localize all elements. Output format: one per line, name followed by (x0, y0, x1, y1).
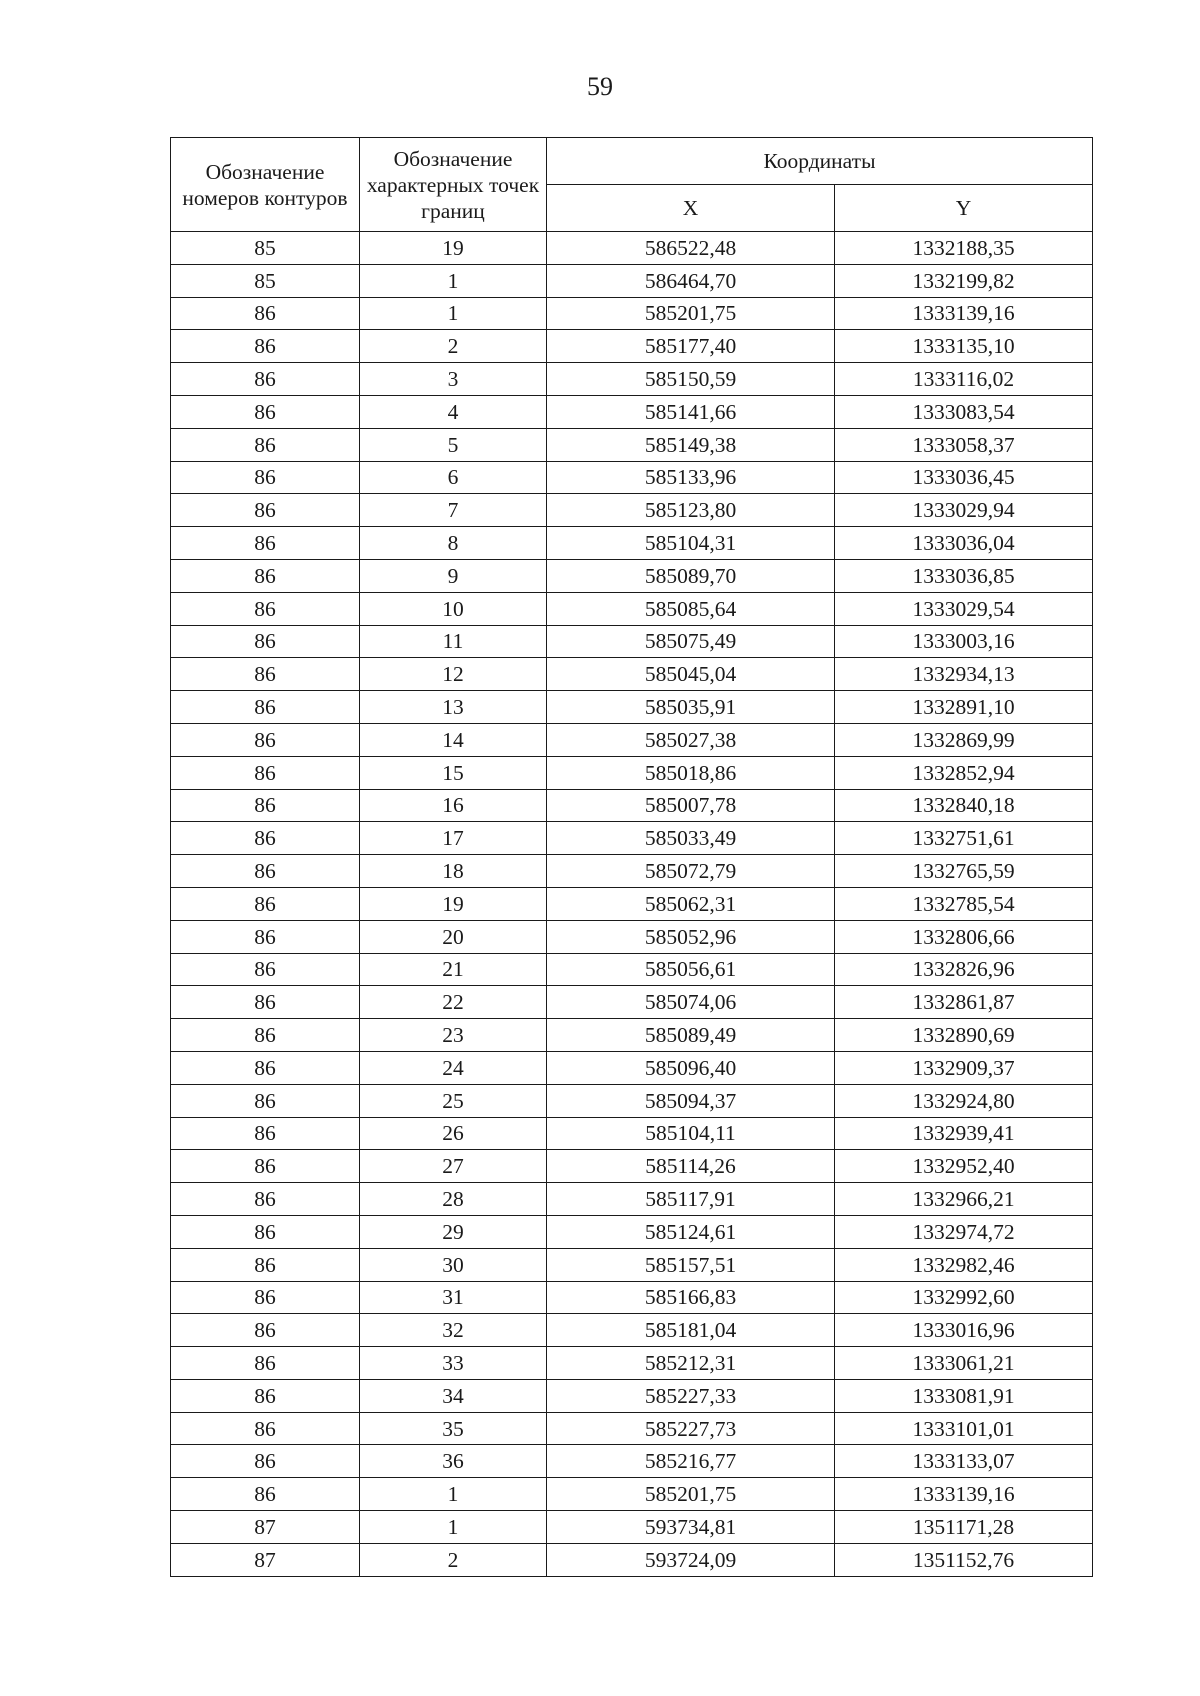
y-cell: 1333029,94 (835, 494, 1093, 527)
point-cell: 16 (360, 789, 547, 822)
y-cell: 1332861,87 (835, 986, 1093, 1019)
x-cell: 585212,31 (547, 1347, 835, 1380)
point-cell: 25 (360, 1084, 547, 1117)
point-cell: 31 (360, 1281, 547, 1314)
y-cell: 1332826,96 (835, 953, 1093, 986)
table-row (171, 723, 1093, 756)
x-cell: 585150,59 (547, 363, 835, 396)
point-cell: 33 (360, 1347, 547, 1380)
point-cell: 24 (360, 1051, 547, 1084)
table-row (171, 232, 1093, 265)
point-cell: 6 (360, 461, 547, 494)
point-cell: 27 (360, 1150, 547, 1183)
point-cell: 1 (360, 1511, 547, 1544)
x-cell: 585075,49 (547, 625, 835, 658)
point-cell: 34 (360, 1379, 547, 1412)
y-cell: 1332891,10 (835, 691, 1093, 724)
x-cell: 593724,09 (547, 1543, 835, 1576)
x-cell: 585177,40 (547, 330, 835, 363)
point-cell: 22 (360, 986, 547, 1019)
y-cell: 1333036,85 (835, 559, 1093, 592)
point-cell: 2 (360, 1543, 547, 1576)
header-contour (171, 138, 360, 232)
table-row (171, 1084, 1093, 1117)
table-row (171, 494, 1093, 527)
point-cell: 8 (360, 527, 547, 560)
y-cell: 1332974,72 (835, 1215, 1093, 1248)
y-cell: 1332924,80 (835, 1084, 1093, 1117)
y-cell: 1332966,21 (835, 1183, 1093, 1216)
y-cell: 1332909,37 (835, 1051, 1093, 1084)
x-cell: 585123,80 (547, 494, 835, 527)
contour-cell: 86 (171, 363, 360, 396)
contour-cell: 86 (171, 625, 360, 658)
y-cell: 1333101,01 (835, 1412, 1093, 1445)
table-row (171, 855, 1093, 888)
y-cell: 1333083,54 (835, 395, 1093, 428)
x-cell: 585216,77 (547, 1445, 835, 1478)
contour-cell: 86 (171, 461, 360, 494)
contour-cell: 86 (171, 1183, 360, 1216)
y-cell: 1332934,13 (835, 658, 1093, 691)
header-contour-label: Обозначение номеров контуров (182, 159, 348, 210)
y-cell: 1332785,54 (835, 887, 1093, 920)
table-row (171, 920, 1093, 953)
coordinates-table (170, 137, 1093, 1577)
table-row (171, 428, 1093, 461)
x-cell: 585072,79 (547, 855, 835, 888)
table-row (171, 1150, 1093, 1183)
table-row (171, 1511, 1093, 1544)
y-cell: 1333061,21 (835, 1347, 1093, 1380)
contour-cell: 86 (171, 1379, 360, 1412)
contour-cell: 86 (171, 395, 360, 428)
point-cell: 19 (360, 887, 547, 920)
header-coordinates: Координаты (547, 138, 1093, 185)
y-cell: 1332952,40 (835, 1150, 1093, 1183)
contour-cell: 86 (171, 1019, 360, 1052)
point-cell: 15 (360, 756, 547, 789)
y-cell: 1351171,28 (835, 1511, 1093, 1544)
x-cell: 585114,26 (547, 1150, 835, 1183)
x-cell: 585062,31 (547, 887, 835, 920)
table-row (171, 691, 1093, 724)
contour-cell: 86 (171, 559, 360, 592)
y-cell: 1333029,54 (835, 592, 1093, 625)
contour-cell: 86 (171, 1412, 360, 1445)
table-row (171, 1248, 1093, 1281)
x-cell: 585227,73 (547, 1412, 835, 1445)
x-cell: 585035,91 (547, 691, 835, 724)
y-cell: 1351152,76 (835, 1543, 1093, 1576)
table-row (171, 756, 1093, 789)
x-cell: 585166,83 (547, 1281, 835, 1314)
y-cell: 1332992,60 (835, 1281, 1093, 1314)
table-row (171, 1051, 1093, 1084)
y-cell: 1333036,45 (835, 461, 1093, 494)
table-row (171, 1379, 1093, 1412)
table-row (171, 986, 1093, 1019)
y-cell: 1332806,66 (835, 920, 1093, 953)
table-row (171, 1117, 1093, 1150)
table-row (171, 527, 1093, 560)
header-points-label: Обозначение характерных точек границ (366, 146, 540, 223)
contour-cell: 86 (171, 756, 360, 789)
contour-cell: 87 (171, 1511, 360, 1544)
x-cell: 585201,75 (547, 1478, 835, 1511)
x-cell: 586464,70 (547, 264, 835, 297)
point-cell: 35 (360, 1412, 547, 1445)
contour-cell: 86 (171, 527, 360, 560)
contour-cell: 86 (171, 1347, 360, 1380)
contour-cell: 86 (171, 822, 360, 855)
contour-cell: 86 (171, 723, 360, 756)
x-cell: 585018,86 (547, 756, 835, 789)
table-row (171, 1215, 1093, 1248)
y-cell: 1333016,96 (835, 1314, 1093, 1347)
contour-cell: 86 (171, 1051, 360, 1084)
table-row (171, 395, 1093, 428)
x-cell: 585104,11 (547, 1117, 835, 1150)
point-cell: 29 (360, 1215, 547, 1248)
table-row (171, 559, 1093, 592)
table-row (171, 789, 1093, 822)
x-cell: 585089,49 (547, 1019, 835, 1052)
point-cell: 1 (360, 264, 547, 297)
y-cell: 1332869,99 (835, 723, 1093, 756)
page-number: 59 (587, 72, 613, 101)
x-cell: 585027,38 (547, 723, 835, 756)
contour-cell: 86 (171, 953, 360, 986)
x-cell: 593734,81 (547, 1511, 835, 1544)
table-row (171, 1281, 1093, 1314)
x-cell: 585089,70 (547, 559, 835, 592)
y-cell: 1332890,69 (835, 1019, 1093, 1052)
contour-cell: 86 (171, 1084, 360, 1117)
point-cell: 32 (360, 1314, 547, 1347)
table-row (171, 1183, 1093, 1216)
x-cell: 585149,38 (547, 428, 835, 461)
table-row (171, 592, 1093, 625)
x-cell: 585104,31 (547, 527, 835, 560)
contour-cell: 86 (171, 789, 360, 822)
point-cell: 19 (360, 232, 547, 265)
y-cell: 1333036,04 (835, 527, 1093, 560)
contour-cell: 85 (171, 232, 360, 265)
y-cell: 1332765,59 (835, 855, 1093, 888)
x-cell: 585045,04 (547, 658, 835, 691)
point-cell: 21 (360, 953, 547, 986)
point-cell: 17 (360, 822, 547, 855)
contour-cell: 86 (171, 494, 360, 527)
point-cell: 18 (360, 855, 547, 888)
point-cell: 4 (360, 395, 547, 428)
point-cell: 2 (360, 330, 547, 363)
y-cell: 1333058,37 (835, 428, 1093, 461)
point-cell: 23 (360, 1019, 547, 1052)
point-cell: 3 (360, 363, 547, 396)
table-row (171, 658, 1093, 691)
x-cell: 585007,78 (547, 789, 835, 822)
table-body (171, 232, 1093, 1577)
point-cell: 14 (360, 723, 547, 756)
y-cell: 1333139,16 (835, 297, 1093, 330)
contour-cell: 86 (171, 691, 360, 724)
point-cell: 9 (360, 559, 547, 592)
table-row (171, 1543, 1093, 1576)
x-cell: 585033,49 (547, 822, 835, 855)
x-cell: 585201,75 (547, 297, 835, 330)
contour-cell: 86 (171, 1248, 360, 1281)
x-cell: 585085,64 (547, 592, 835, 625)
contour-cell: 86 (171, 658, 360, 691)
x-cell: 585117,91 (547, 1183, 835, 1216)
point-cell: 11 (360, 625, 547, 658)
point-cell: 13 (360, 691, 547, 724)
table-row (171, 1478, 1093, 1511)
x-cell: 585074,06 (547, 986, 835, 1019)
contour-cell: 86 (171, 1117, 360, 1150)
table-row (171, 461, 1093, 494)
y-cell: 1332188,35 (835, 232, 1093, 265)
point-cell: 12 (360, 658, 547, 691)
point-cell: 1 (360, 297, 547, 330)
table-row (171, 1019, 1093, 1052)
table-row (171, 363, 1093, 396)
contour-cell: 86 (171, 920, 360, 953)
contour-cell: 86 (171, 297, 360, 330)
contour-cell: 87 (171, 1543, 360, 1576)
table-row (171, 330, 1093, 363)
header-points (360, 138, 547, 232)
table-header (171, 138, 1093, 232)
y-cell: 1332840,18 (835, 789, 1093, 822)
x-cell: 585096,40 (547, 1051, 835, 1084)
x-cell: 585133,96 (547, 461, 835, 494)
contour-cell: 86 (171, 1445, 360, 1478)
point-cell: 28 (360, 1183, 547, 1216)
point-cell: 7 (360, 494, 547, 527)
table-row (171, 297, 1093, 330)
contour-cell: 86 (171, 986, 360, 1019)
contour-cell: 86 (171, 428, 360, 461)
point-cell: 5 (360, 428, 547, 461)
table-row (171, 953, 1093, 986)
y-cell: 1333003,16 (835, 625, 1093, 658)
point-cell: 36 (360, 1445, 547, 1478)
table-row (171, 1347, 1093, 1380)
y-cell: 1332751,61 (835, 822, 1093, 855)
contour-cell: 86 (171, 1281, 360, 1314)
x-cell: 585124,61 (547, 1215, 835, 1248)
point-cell: 1 (360, 1478, 547, 1511)
point-cell: 20 (360, 920, 547, 953)
contour-cell: 86 (171, 1215, 360, 1248)
point-cell: 10 (360, 592, 547, 625)
point-cell: 30 (360, 1248, 547, 1281)
y-cell: 1332982,46 (835, 1248, 1093, 1281)
y-cell: 1333133,07 (835, 1445, 1093, 1478)
y-cell: 1333116,02 (835, 363, 1093, 396)
table-row (171, 1445, 1093, 1478)
x-cell: 585181,04 (547, 1314, 835, 1347)
contour-cell: 86 (171, 1314, 360, 1347)
x-cell: 585157,51 (547, 1248, 835, 1281)
contour-cell: 86 (171, 855, 360, 888)
y-cell: 1332852,94 (835, 756, 1093, 789)
table-row (171, 1412, 1093, 1445)
contour-cell: 86 (171, 592, 360, 625)
table-row (171, 822, 1093, 855)
y-cell: 1332199,82 (835, 264, 1093, 297)
y-cell: 1333081,91 (835, 1379, 1093, 1412)
contour-cell: 86 (171, 1150, 360, 1183)
header-x: X (547, 185, 835, 232)
x-cell: 585227,33 (547, 1379, 835, 1412)
x-cell: 585141,66 (547, 395, 835, 428)
point-cell: 26 (360, 1117, 547, 1150)
y-cell: 1333139,16 (835, 1478, 1093, 1511)
contour-cell: 86 (171, 1478, 360, 1511)
header-y: Y (835, 185, 1093, 232)
table-row (171, 625, 1093, 658)
x-cell: 585056,61 (547, 953, 835, 986)
x-cell: 585094,37 (547, 1084, 835, 1117)
y-cell: 1332939,41 (835, 1117, 1093, 1150)
y-cell: 1333135,10 (835, 330, 1093, 363)
x-cell: 586522,48 (547, 232, 835, 265)
table-row (171, 264, 1093, 297)
table-row (171, 887, 1093, 920)
table-row (171, 1314, 1093, 1347)
contour-cell: 86 (171, 330, 360, 363)
contour-cell: 86 (171, 887, 360, 920)
x-cell: 585052,96 (547, 920, 835, 953)
contour-cell: 85 (171, 264, 360, 297)
